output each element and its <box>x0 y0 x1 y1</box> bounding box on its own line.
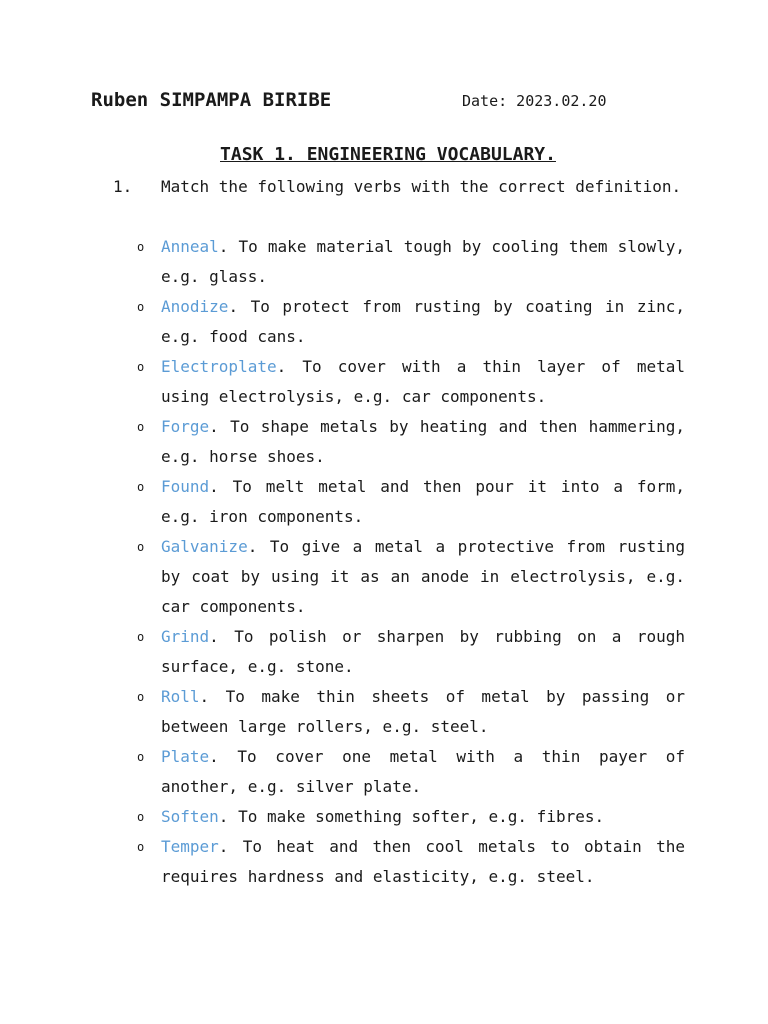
bullet-icon: o <box>137 420 145 434</box>
definition-item <box>137 802 685 832</box>
definition-text: . To make material tough by cooling them slowly, e.g. glass. <box>161 237 685 286</box>
definition-text: . To cover with a thin layer of metal using electrolysis, e.g. car components. <box>161 357 685 406</box>
bullet-icon: o <box>137 300 145 314</box>
definition-text: . To polish or sharpen by rubbing on a rough surface, e.g. stone. <box>161 627 685 676</box>
item-instruction: Match the following verbs with the correct definition. <box>161 177 682 196</box>
definition-item <box>137 682 685 742</box>
document-date: Date: 2023.02.20 <box>462 92 607 110</box>
task-title: TASK 1. ENGINEERING VOCABULARY. <box>220 144 556 165</box>
bullet-icon: o <box>137 690 145 704</box>
bullet-icon: o <box>137 630 145 644</box>
bullet-icon: o <box>137 360 145 374</box>
definition-term: Anneal <box>161 237 219 256</box>
bullet-icon: o <box>137 240 145 254</box>
definition-item <box>137 352 685 412</box>
definition-list <box>137 232 685 892</box>
definition-term: Galvanize <box>161 537 248 556</box>
definition-text: . To shape metals by heating and then hammering, e.g. horse shoes. <box>161 417 685 466</box>
definition-item <box>137 832 685 892</box>
definition-item <box>137 232 685 292</box>
definition-term: Anodize <box>161 297 229 316</box>
item-number: 1. <box>113 177 133 196</box>
definition-term: Found <box>161 477 210 496</box>
definition-text: . To heat and then cool metals to obtain the requires hardness and elasticity, e.g. steel. <box>161 837 685 886</box>
bullet-icon: o <box>137 810 145 824</box>
definition-text: . To make thin sheets of metal by passing or between large rollers, e.g. steel. <box>161 687 685 736</box>
definition-text: . To melt metal and then pour it into a form, e.g. iron components. <box>161 477 685 526</box>
definition-text: . To give a metal a protective from rusting by coat by using it as an anode in electrolysis, e.g. car components. <box>161 537 685 616</box>
definition-term: Electroplate <box>161 357 277 376</box>
definition-text: . To make something softer, e.g. fibres. <box>218 807 605 826</box>
definition-text: . To protect from rusting by coating in zinc, e.g. food cans. <box>161 297 685 346</box>
definition-term: Roll <box>161 687 200 706</box>
definition-item <box>137 412 685 472</box>
definition-item <box>137 472 685 532</box>
definition-term: Grind <box>161 627 210 646</box>
definition-term: Plate <box>161 747 210 766</box>
bullet-icon: o <box>137 540 145 554</box>
bullet-icon: o <box>137 750 145 764</box>
definition-term: Temper <box>161 837 219 856</box>
definition-item <box>137 622 685 682</box>
definition-item <box>137 742 685 802</box>
document-header <box>91 86 691 114</box>
definition-text: . To cover one metal with a thin payer of another, e.g. silver plate. <box>161 747 685 796</box>
definition-item <box>137 532 685 622</box>
definition-item <box>137 292 685 352</box>
definition-term: Forge <box>161 417 210 436</box>
bullet-icon: o <box>137 480 145 494</box>
bullet-icon: o <box>137 840 145 854</box>
definition-term: Soften <box>161 807 219 826</box>
author-name: Ruben SIMPAMPA BIRIBE <box>91 89 332 111</box>
